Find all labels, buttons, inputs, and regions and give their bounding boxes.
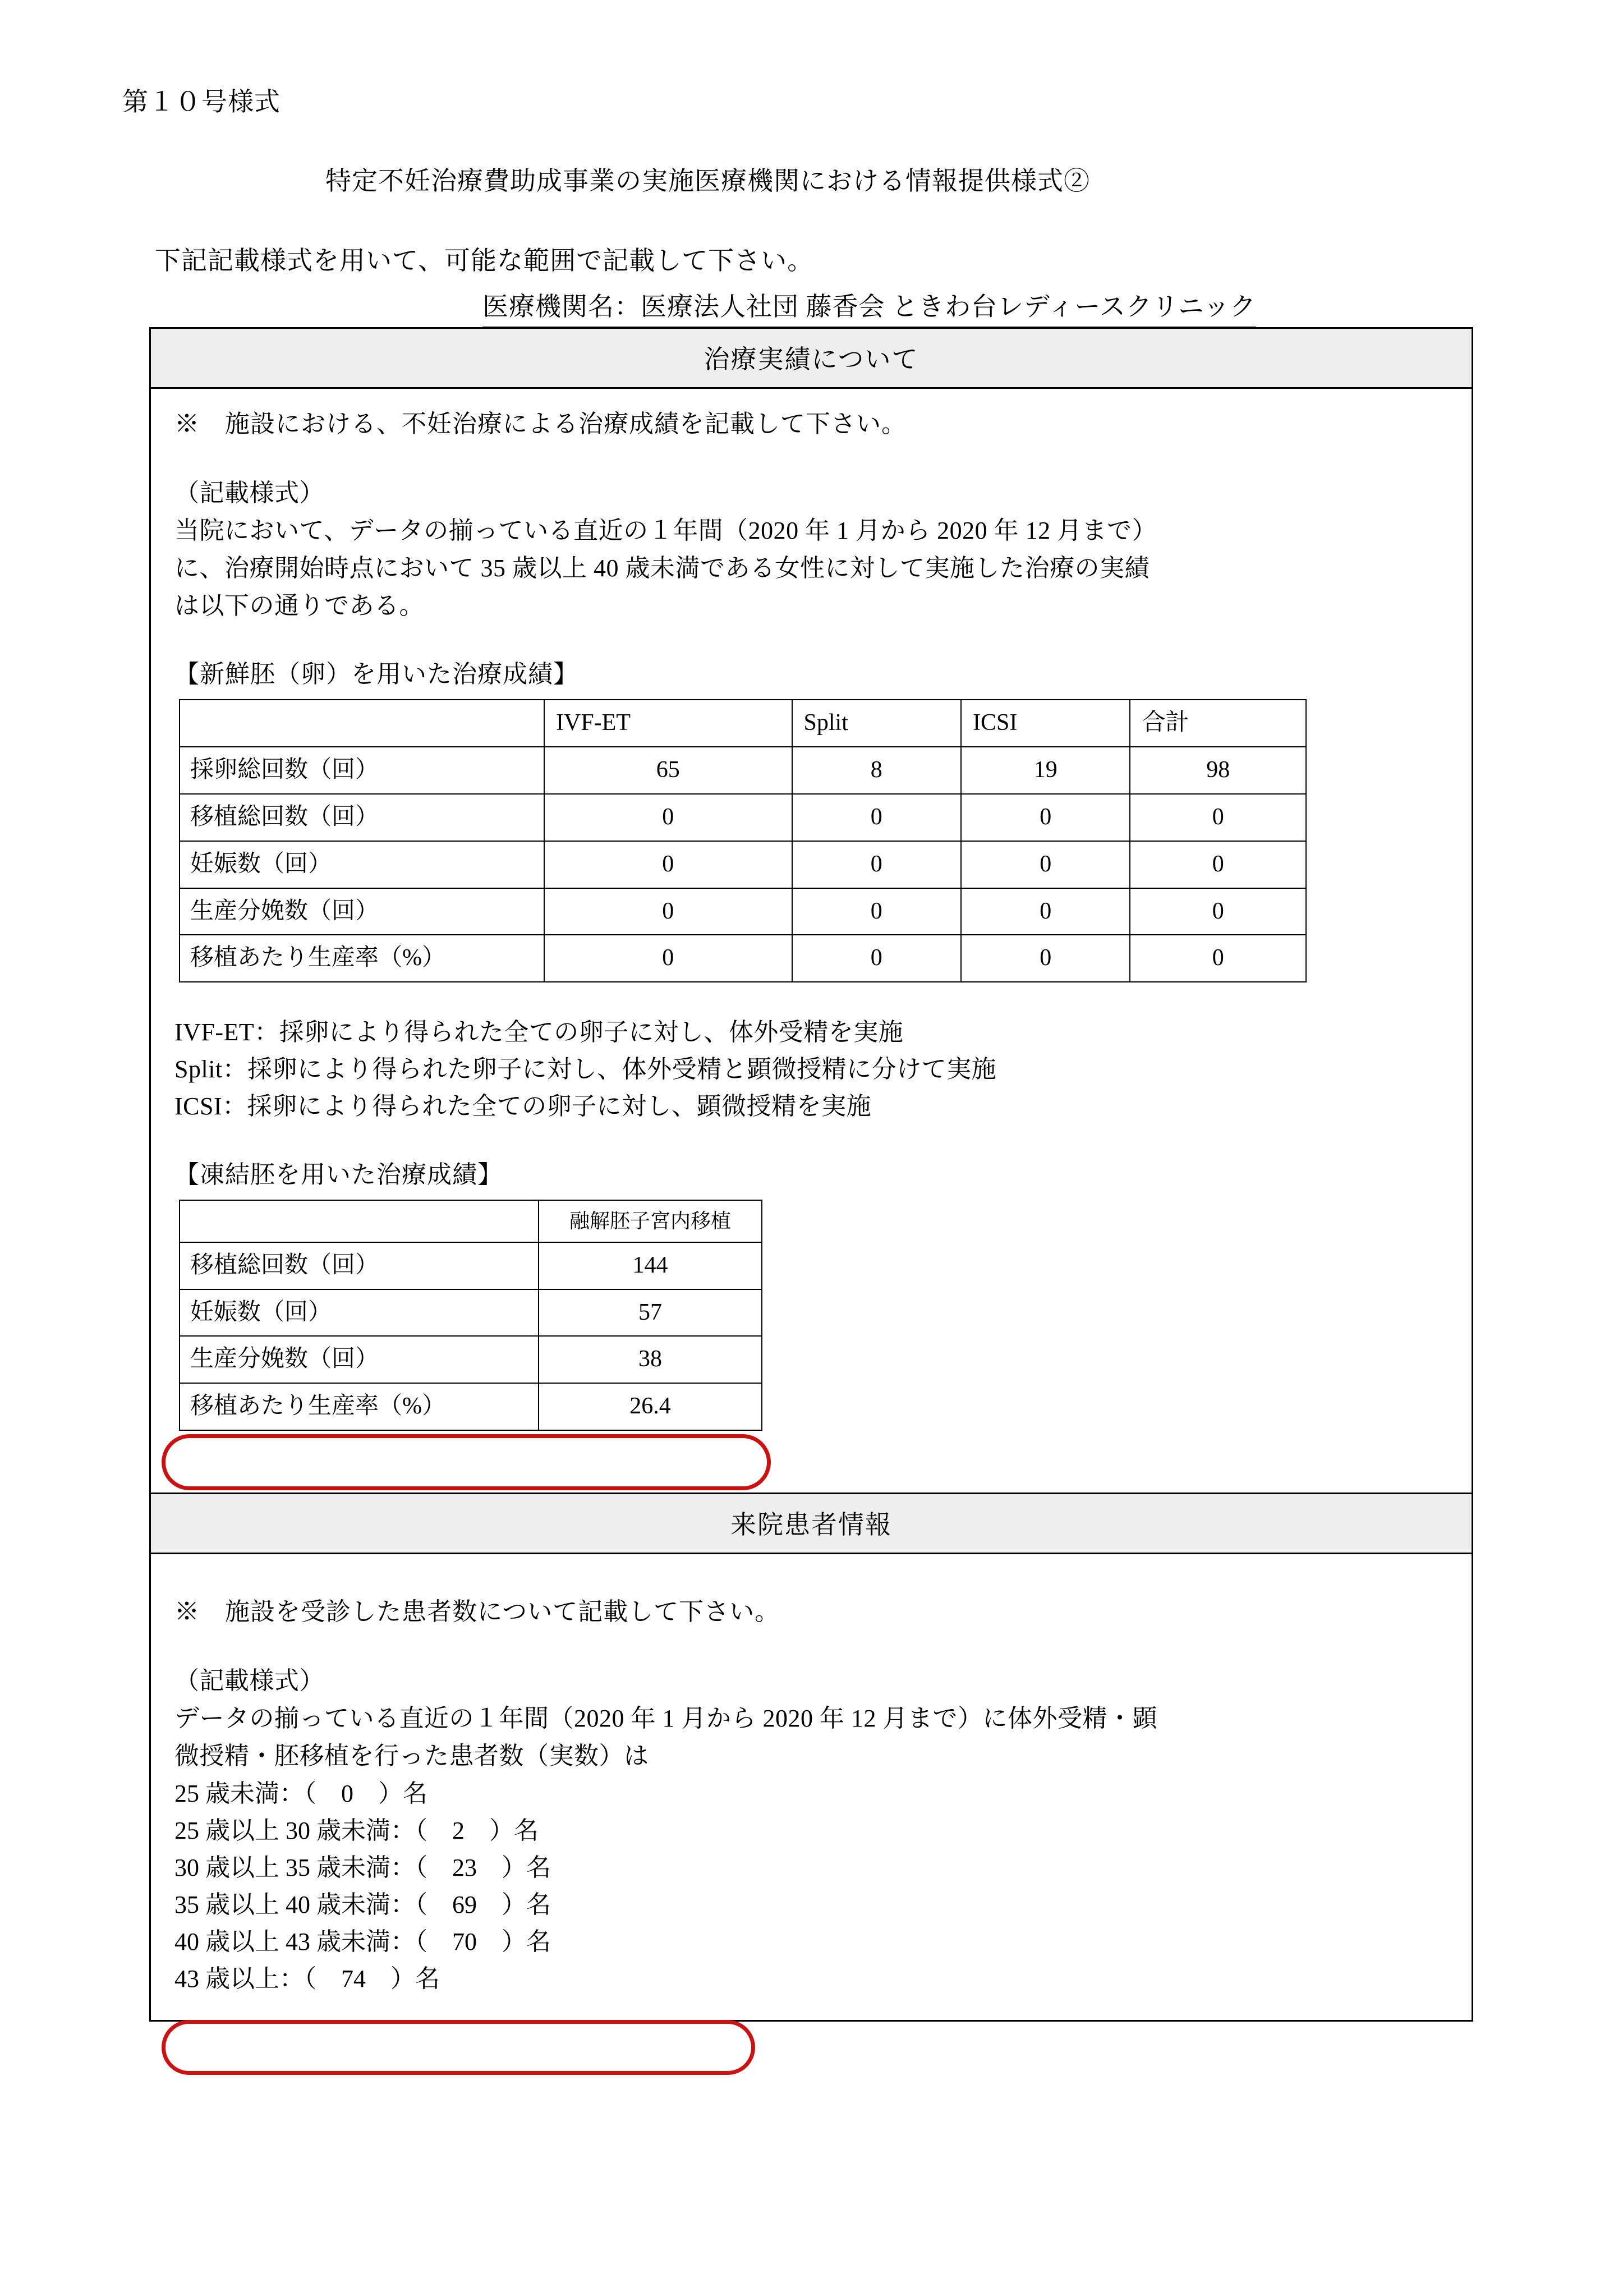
age-row-40-43: 40 歳以上 43 歳未満：（ 70 ）名 [174, 1927, 551, 1955]
fresh-row-3-label: 生産分娩数（回） [180, 888, 544, 935]
fresh-embryo-table [179, 699, 1307, 982]
legend-split: Split：採卵により得られた卵子に対し、体外受精と顕微授精に分けて実施 [174, 1055, 997, 1083]
age-row-35-40: 35 歳以上 40 歳未満：（ 69 ）名 [174, 1890, 551, 1918]
age-row-43-plus: 43 歳以上：（ 74 ）名 [174, 1964, 440, 1992]
section-body-patients [151, 1554, 1472, 2020]
frozen-col-0 [180, 1200, 539, 1242]
fresh-embryo-table-title: 【新鮮胚（卵）を用いた治療成績】 [174, 660, 578, 688]
frozen-row-1-val-0: 57 [539, 1289, 762, 1337]
treatment-note: ※ 施設における、不妊治療による治療成績を記載して下さい。 [174, 410, 907, 438]
age-row-under-25: 25 歳未満：（ 0 ）名 [174, 1779, 427, 1807]
table-row [180, 1336, 762, 1383]
clinic-name-line: 医療機関名：医療法人社団 藤香会 ときわ台レディースクリニック [482, 286, 1256, 328]
fresh-row-0-label: 採卵総回数（回） [180, 747, 544, 794]
frozen-col-1: 融解胚子宮内移植 [539, 1200, 762, 1242]
fresh-row-1-val-1: 0 [792, 794, 961, 841]
section-header-treatment: 治療実績について [151, 329, 1472, 389]
fresh-row-3-val-2: 0 [961, 888, 1130, 935]
treatment-body-line-1: 当院において、データの揃っている直近の１年間（2020 年 1 月から 2020 年 12 月まで） [174, 516, 1157, 544]
fresh-row-1-val-3: 0 [1130, 794, 1306, 841]
patients-body-line-2: 微授精・胚移植を行った患者数（実数）は [174, 1742, 649, 1770]
table-row [180, 794, 1306, 841]
instruction-text: 下記記載様式を用いて、可能な範囲で記載して下さい。 [155, 246, 814, 275]
fresh-row-0-val-0: 65 [544, 747, 792, 794]
patients-body-line-1: データの揃っている直近の１年間（2020 年 1 月から 2020 年 12 月まで）に体外受精・顕 [174, 1704, 1157, 1732]
treatment-body-line-2: に、治療開始時点において 35 歳以上 40 歳未満である女性に対して実施した治療の実績 [174, 554, 1150, 582]
fresh-row-2-val-1: 0 [792, 841, 961, 888]
table-row [180, 888, 1306, 935]
fresh-col-3: ICSI [961, 700, 1130, 747]
frozen-row-3-label: 移植あたり生産率（%） [180, 1383, 539, 1430]
frozen-row-2-val-0: 38 [539, 1336, 762, 1383]
treatment-format-label: （記載様式） [174, 479, 324, 507]
fresh-row-4-label: 移植あたり生産率（%） [180, 935, 544, 982]
fresh-row-1-val-0: 0 [544, 794, 792, 841]
frozen-row-3-val-0: 26.4 [539, 1383, 762, 1430]
legend-icsi: ICSI：採卵により得られた全ての卵子に対し、顕微授精を実施 [174, 1092, 872, 1121]
frozen-embryo-table-title: 【凍結胚を用いた治療成績】 [174, 1161, 503, 1189]
age-row-25-30: 25 歳以上 30 歳未満：（ 2 ）名 [174, 1816, 539, 1844]
fresh-col-4: 合計 [1130, 700, 1306, 747]
section-header-patients: 来院患者情報 [151, 1493, 1472, 1554]
treatment-body-line-3: は以下の通りである。 [174, 591, 424, 619]
fresh-row-3-val-3: 0 [1130, 888, 1306, 935]
table-header-row [180, 1200, 762, 1242]
main-content-frame [149, 327, 1473, 2022]
highlight-age-35-40 [162, 2020, 755, 2075]
table-row [180, 935, 1306, 982]
age-row-30-35: 30 歳以上 35 歳未満：（ 23 ）名 [174, 1853, 551, 1881]
legend-ivf-et: IVF-ET：採卵により得られた全ての卵子に対し、体外受精を実施 [174, 1018, 904, 1046]
fresh-col-2: Split [792, 700, 961, 747]
patients-format-label: （記載様式） [174, 1667, 324, 1695]
fresh-col-0 [180, 700, 544, 747]
fresh-row-4-val-0: 0 [544, 935, 792, 982]
fresh-col-1: IVF-ET [544, 700, 792, 747]
fresh-row-3-val-0: 0 [544, 888, 792, 935]
fresh-row-0-val-2: 19 [961, 747, 1130, 794]
fresh-row-2-val-0: 0 [544, 841, 792, 888]
table-header-row [180, 700, 1306, 747]
fresh-row-0-val-3: 98 [1130, 747, 1306, 794]
table-row [180, 841, 1306, 888]
patients-note: ※ 施設を受診した患者数について記載して下さい。 [174, 1598, 780, 1626]
document-title: 特定不妊治療費助成事業の実施医療機関における情報提供様式② [325, 167, 1090, 195]
fresh-row-1-val-2: 0 [961, 794, 1130, 841]
fresh-row-2-label: 妊娠数（回） [180, 841, 544, 888]
fresh-row-0-val-1: 8 [792, 747, 961, 794]
table-row [180, 1289, 762, 1337]
form-number: 第１０号様式 [122, 88, 281, 116]
frozen-row-2-label: 生産分娩数（回） [180, 1336, 539, 1383]
section-body-treatment [151, 389, 1472, 1493]
fresh-row-4-val-1: 0 [792, 935, 961, 982]
fresh-row-4-val-2: 0 [961, 935, 1130, 982]
fresh-row-1-label: 移植総回数（回） [180, 794, 544, 841]
frozen-embryo-table [179, 1200, 762, 1431]
fresh-row-2-val-2: 0 [961, 841, 1130, 888]
frozen-row-0-val-0: 144 [539, 1242, 762, 1289]
table-row [180, 1383, 762, 1430]
frozen-row-1-label: 妊娠数（回） [180, 1289, 539, 1337]
table-row [180, 747, 1306, 794]
fresh-row-3-val-1: 0 [792, 888, 961, 935]
fresh-row-4-val-3: 0 [1130, 935, 1306, 982]
table-row [180, 1242, 762, 1289]
frozen-row-0-label: 移植総回数（回） [180, 1242, 539, 1289]
fresh-row-2-val-3: 0 [1130, 841, 1306, 888]
